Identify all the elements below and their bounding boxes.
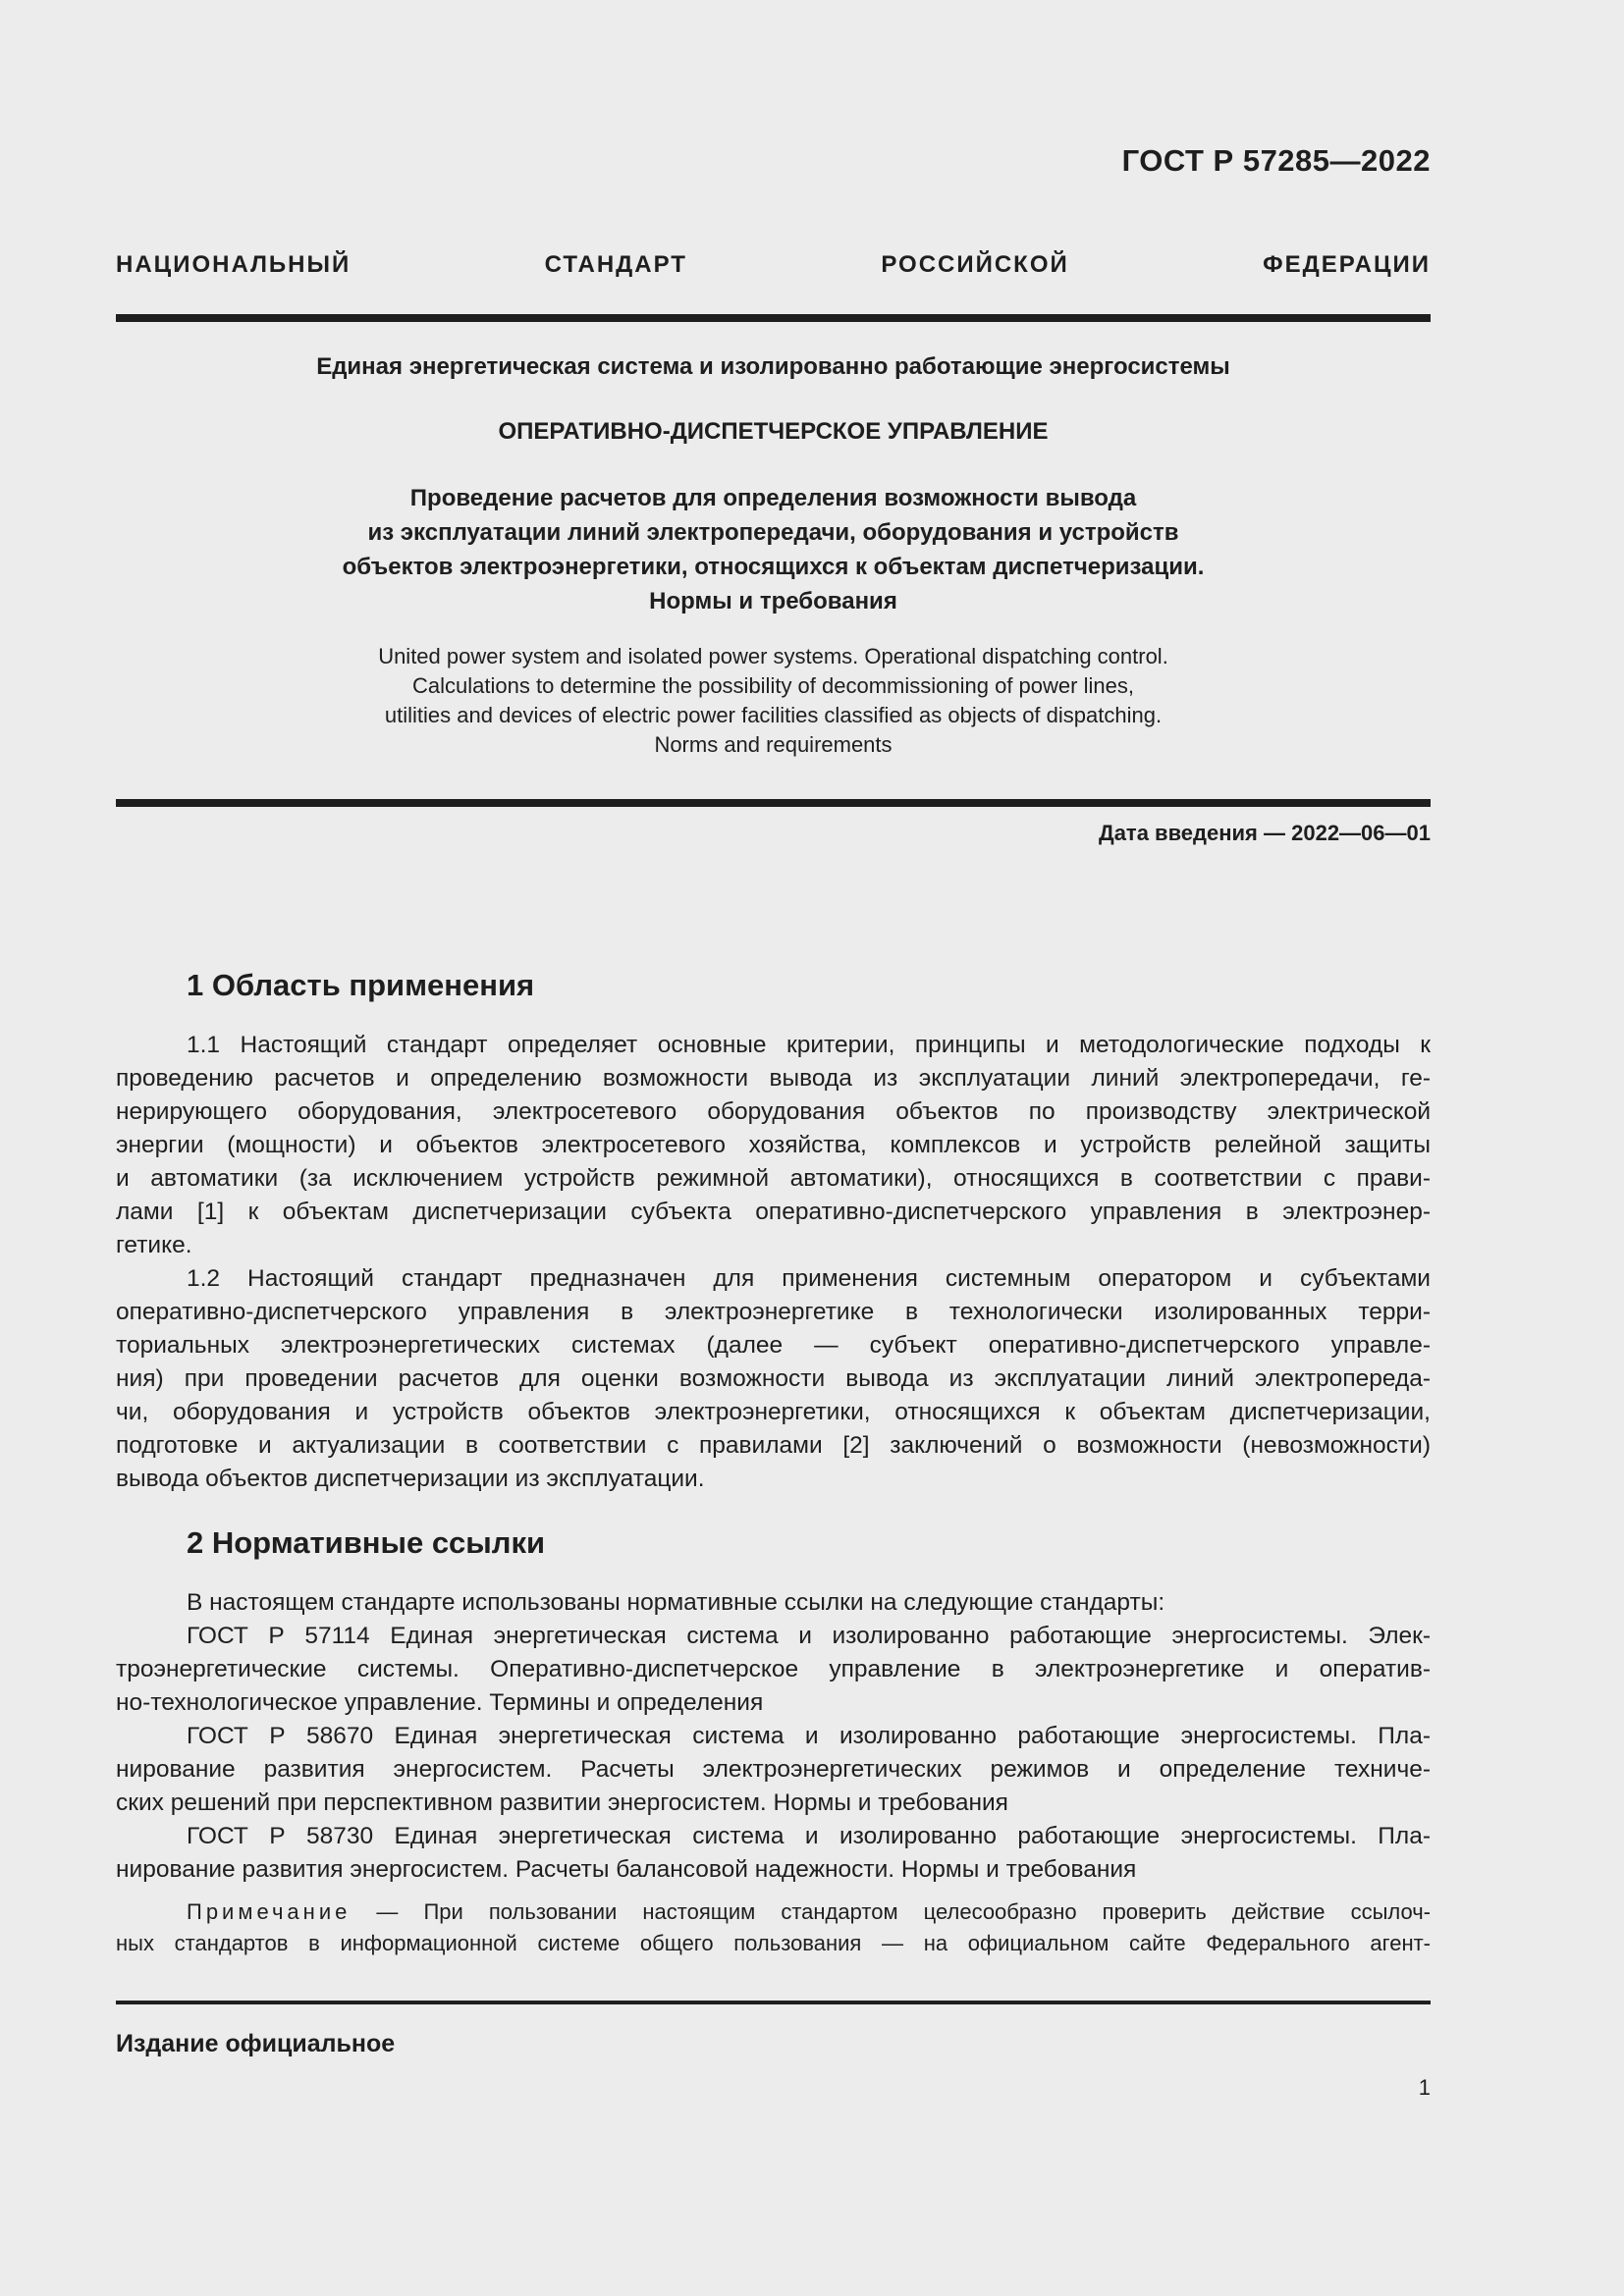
top-rule [116, 314, 1431, 322]
text-line: и автоматики (за исключением устройств режимной автоматики), относящихся в соответствии с прави- [116, 1165, 1431, 1192]
main-title [116, 481, 1431, 618]
section-1-body [116, 1029, 1431, 1496]
note [116, 1896, 1431, 1959]
text-line: ГОСТ Р 58670 Единая энергетическая система и изолированно работающие энергосистемы. Пла- [187, 1723, 1431, 1749]
text-line: ния) при проведении расчетов для оценки возможности вывода из эксплуатации линий электропереда- [116, 1365, 1431, 1392]
text-line: подготовке и актуализации в соответствии с правилами [2] заключений о возможности (невозможности) [116, 1432, 1431, 1459]
main-title-line: объектов электроэнергетики, относящихся к объектам диспетчеризации. [342, 554, 1205, 580]
text-line: чи, оборудования и устройств объектов электроэнергетики, относящихся к объектам диспетчеризации, [116, 1399, 1431, 1425]
edition-label: Издание официальное [116, 2030, 396, 2057]
text-line: 1.2 Настоящий стандарт предназначен для применения системным оператором и субъектами [187, 1265, 1431, 1292]
main-title-line: из эксплуатации линий электропередачи, оборудования и устройств [367, 519, 1179, 546]
english-title-line: utilities and devices of electric power facilities classified as objects of dispatching. [384, 703, 1163, 727]
text-line: ториальных электроэнергетических системах (далее — субъект оперативно-диспетчерского управле- [116, 1332, 1431, 1359]
text-line: В настоящем стандарте использованы нормативные ссылки на следующие стандарты: [187, 1589, 1165, 1616]
text-line: нирование развития энергосистем. Расчеты электроэнергетических режимов и определение техниче- [116, 1756, 1431, 1783]
text-line: проведению расчетов и определению возможности вывода из эксплуатации линий электропередачи, ге- [116, 1065, 1431, 1092]
note-label: Примечание [187, 1899, 352, 1924]
section-1-heading: 1 Область применения [187, 968, 535, 1002]
text-line: нирование развития энергосистем. Расчеты балансовой надежности. Нормы и требования [116, 1856, 1137, 1883]
text-line: энергии (мощности) и объектов электросетевого хозяйства, комплексов и устройств релейной защиты [116, 1132, 1431, 1158]
text-line: троэнергетические системы. Оперативно-диспетчерское управление в электроэнергетике и оператив- [116, 1656, 1431, 1682]
middle-rule [116, 799, 1431, 807]
section-2-heading: 2 Нормативные ссылки [187, 1525, 546, 1560]
page-number: 1 [1418, 2075, 1431, 2100]
main-title-line: Проведение расчетов для определения возможности вывода [409, 485, 1137, 511]
text-line: лами [1] к объектам диспетчеризации субъекта оперативно-диспетчерского управления в электроэнер- [116, 1199, 1431, 1225]
document-page [116, 0, 1431, 2296]
note-line-text: — При пользовании настоящим стандартом целесообразно проверить действие ссылоч- [351, 1899, 1431, 1924]
introduction-date: Дата введения — 2022—06—01 [1099, 821, 1431, 845]
text-line: оперативно-диспетчерского управления в электроэнергетике в технологически изолированных терри- [116, 1299, 1431, 1325]
text-line: ГОСТ Р 58730 Единая энергетическая система и изолированно работающие энергосистемы. Пла- [187, 1823, 1431, 1849]
text-line: вывода объектов диспетчеризации из эксплуатации. [116, 1466, 705, 1492]
text-line: ГОСТ Р 57114 Единая энергетическая система и изолированно работающие энергосистемы. Элек- [187, 1623, 1431, 1649]
main-title-line: Нормы и требования [649, 588, 897, 614]
note-line [116, 1896, 1431, 1928]
english-title-line: Norms and requirements [654, 732, 893, 757]
section-2-body [116, 1586, 1431, 1887]
text-line: но-технологическое управление. Термины и определения [116, 1689, 764, 1716]
text-line: нерирующего оборудования, электросетевого оборудования объектов по производству электрической [116, 1098, 1431, 1125]
note-line: ных стандартов в информационной системе общего пользования — на официальном сайте Федерального агент- [116, 1931, 1431, 1955]
text-line: гетике. [116, 1232, 192, 1258]
english-title [116, 642, 1431, 760]
english-title-line: United power system and isolated power systems. Operational dispatching control. [378, 644, 1168, 668]
english-title-line: Calculations to determine the possibility of decommissioning of power lines, [412, 673, 1134, 698]
text-line: ских решений при перспективном развитии энергосистем. Нормы и требования [116, 1789, 1008, 1816]
standard-designation: ГОСТ Р 57285—2022 [1121, 143, 1431, 178]
national-standard-heading: НАЦИОНАЛЬНЫЙ СТАНДАРТ РОССИЙСКОЙ ФЕДЕРАЦИИ [116, 251, 1431, 278]
control-title: ОПЕРАТИВНО-ДИСПЕТЧЕРСКОЕ УПРАВЛЕНИЕ [498, 418, 1049, 445]
system-title: Единая энергетическая система и изолированно работающие энергосистемы [316, 353, 1230, 380]
text-line: 1.1 Настоящий стандарт определяет основные критерии, принципы и методологические подходы к [187, 1032, 1431, 1058]
footer-rule [116, 2001, 1431, 2004]
